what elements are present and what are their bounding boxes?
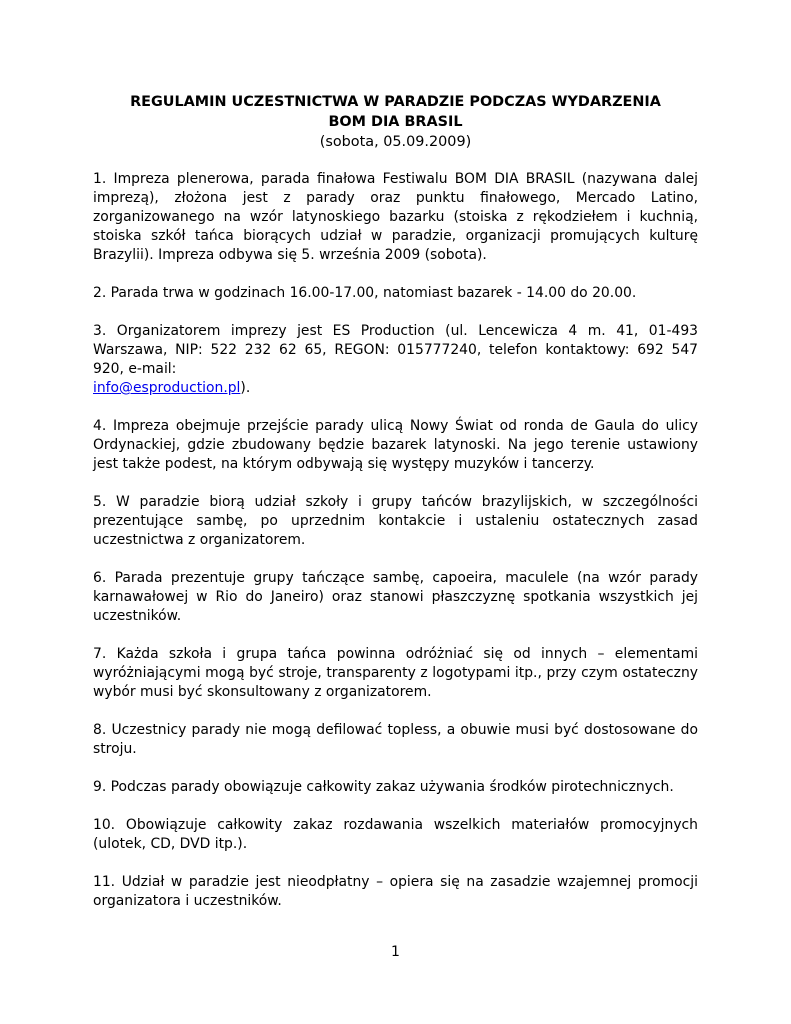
document-subtitle: (sobota, 05.09.2009) [319,134,472,150]
paragraph-1: 1. Impreza plenerowa, parada finałowa Festiwalu BOM DIA BRASIL (nazywana dalej imprezą), złożona jest z parady oraz punktu finałowego, Mercado Latino, zorganizowanego na wzór latynoskiego bazarku (stoiska z rękodziełem i kuchnią, stoiska szkół tańca biorących udział w paradzie, organizacji promujących kulturę Brazylii). Impreza odbywa się 5. września 2009 (sobota). [93,171,698,263]
paragraph-3-line-1: 3. Organizatorem imprezy jest ES Production (ul. Lencewicza 4 m. 41, 01-493 [93,323,698,339]
paragraph-3 [93,322,698,398]
document-title-line-2: BOM DIA BRASIL [328,114,463,130]
paragraph-7: 7. Każda szkoła i grupa tańca powinna odróżniać się od innych – elementami wyróżniającymi mogą być stroje, transparenty z logotypami itp., przy czym ostateczny wybór musi być skonsultowany z organizatorem. [93,646,698,700]
document-page [93,92,698,930]
paragraph-9: 9. Podczas parady obowiązuje całkowity zakaz używania środków pirotechnicznych. [93,779,674,795]
paragraph-10: 10. Obowiązuje całkowity zakaz rozdawania wszelkich materiałów promocyjnych (ulotek, CD, DVD itp.). [93,817,698,852]
paragraph-2: 2. Parada trwa w godzinach 16.00-17.00, natomiast bazarek - 14.00 do 20.00. [93,285,637,301]
paragraph-8: 8. Uczestnicy parady nie mogą defilować topless, a obuwie musi być dostosowane do stroju. [93,722,698,757]
paragraph-3-line-4 [93,379,698,398]
paragraph-3-line-3: 920, e-mail: [93,361,177,377]
paragraph-3-line-2: Warszawa, NIP: 522 232 62 65, REGON: 015777240, telefon kontaktowy: 692 547 [93,342,698,358]
paragraph-4: 4. Impreza obejmuje przejście parady ulicą Nowy Świat od ronda de Gaula do ulicy Ordynackiej, gdzie zbudowany będzie bazarek latynoski. Na jego terenie ustawiony jest także podest, na którym odbywają się występy muzyków i tancerzy. [93,418,698,472]
paragraph-5: 5. W paradzie biorą udział szkoły i grupy tańców brazylijskich, w szczególności prezentujące sambę, po uprzednim kontakcie i ustaleniu ostatecznych zasad uczestnictwa z organizatorem. [93,494,698,548]
document-title-line-1: REGULAMIN UCZESTNICTWA W PARADZIE PODCZAS WYDARZENIA [130,94,661,110]
email-link[interactable]: info@esproduction.pl [93,380,241,396]
paragraph-11: 11. Udział w paradzie jest nieodpłatny – opiera się na zasadzie wzajemnej promocji organizatora i uczestników. [93,874,698,909]
paragraph-6: 6. Parada prezentuje grupy tańczące sambę, capoeira, maculele (na wzór parady karnawałowej w Rio do Janeiro) oraz stanowi płaszczyznę spotkania wszystkich jej uczestników. [93,570,698,624]
paragraph-3-end: ). [240,380,251,396]
page-number: 1 [391,944,400,960]
